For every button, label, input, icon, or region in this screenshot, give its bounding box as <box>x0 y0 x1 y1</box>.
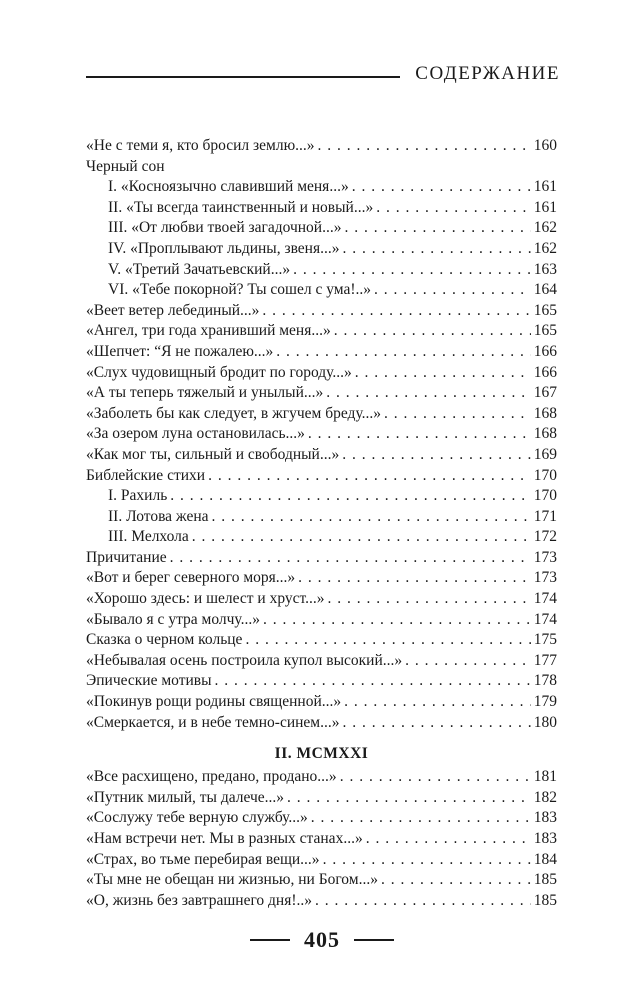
toc-entry <box>86 321 557 342</box>
toc-entry-title: «Ты мне не обещан ни жизнью, ни Богом...» <box>86 871 378 889</box>
toc-entry-title: «А ты теперь тяжелый и унылый...» <box>86 384 324 402</box>
page-footer <box>0 920 644 960</box>
toc-entry-page: 179 <box>533 693 557 711</box>
toc-entry <box>86 767 557 788</box>
toc-leader-dots <box>355 363 531 384</box>
toc-leader-dots <box>328 589 531 610</box>
toc-entry-page: 165 <box>533 301 557 319</box>
toc-entry-page: 172 <box>533 528 557 546</box>
toc-entry <box>86 383 557 404</box>
toc-entry-page: 174 <box>533 590 557 608</box>
toc-leader-dots <box>276 342 530 363</box>
toc-entry-title: «Покинув рощи родины священной...» <box>86 693 342 711</box>
toc-entry-title: «За озером луна остановилась...» <box>86 425 305 443</box>
toc-entry-title: «Не с теми я, кто бросил землю...» <box>86 137 315 154</box>
toc-entry <box>86 891 557 912</box>
toc-entry-page: 185 <box>533 871 557 889</box>
toc-entry-page: 169 <box>533 445 557 463</box>
toc-entry <box>86 157 557 178</box>
toc-leader-dots <box>323 850 531 871</box>
toc-entry <box>86 527 557 548</box>
toc-entry-title: «Хорошо здесь: и шелест и хруст...» <box>86 590 325 608</box>
toc-entry-page: 162 <box>533 219 557 237</box>
toc-entry-title: «Шепчет: “Я не пожалею...» <box>86 342 274 360</box>
toc-leader-dots <box>263 610 531 631</box>
toc-leader-dots <box>376 198 531 219</box>
toc-entry <box>86 363 557 384</box>
toc-entry-title: «Нам встречи нет. Мы в разных станах...» <box>86 830 363 847</box>
toc-entry-page: 182 <box>533 788 557 806</box>
toc-entry-title: «Путник милый, ты далече...» <box>86 788 285 806</box>
toc-list-part-2 <box>86 767 557 911</box>
toc-entry-title: III. Мелхола <box>108 528 189 546</box>
page-number: 405 <box>304 927 340 952</box>
toc-leader-dots <box>212 507 531 528</box>
toc-entry-title: «Смеркается, и в небе темно-синем...» <box>86 713 340 731</box>
toc-leader-dots <box>326 383 530 404</box>
toc-entry-page: 165 <box>533 322 557 340</box>
toc-leader-dots <box>352 177 531 198</box>
toc-leader-dots <box>215 671 531 692</box>
toc-entry-page: 173 <box>533 548 557 566</box>
toc-entry-title: «Заболеть бы как следует, в жгучем бреду...» <box>86 404 382 422</box>
toc-leader-dots <box>315 891 531 912</box>
toc-list-part-1 <box>86 136 557 733</box>
toc-entry-page: 180 <box>533 713 557 731</box>
toc-entry-page: 183 <box>533 809 557 827</box>
header-title: СОДЕРЖАНИЕ <box>415 63 560 84</box>
toc-entry <box>86 404 557 425</box>
toc-entry <box>86 342 557 363</box>
toc-leader-dots <box>311 808 531 829</box>
toc-entry <box>86 548 557 569</box>
toc-leader-dots <box>342 445 531 466</box>
toc-entry-title: Причитание <box>86 548 167 566</box>
toc-entry-title: «Ангел, три года хранивший меня...» <box>86 322 331 340</box>
toc-leader-dots <box>334 321 531 342</box>
toc-entry-page: 166 <box>533 363 557 381</box>
toc-entry-page: 174 <box>533 610 557 628</box>
toc-entry <box>86 808 557 829</box>
running-header <box>86 60 560 90</box>
toc-entry-title: III. «От любви твоей загадочной...» <box>108 219 342 237</box>
toc-entry-title: IV. «Проплывают льдины, звеня...» <box>108 239 340 257</box>
toc-leader-dots <box>342 713 530 734</box>
toc-entry-title: Сказка о черном кольце <box>86 631 243 649</box>
toc-entry-title: VI. «Тебе покорной? Ты сошел с ума!..» <box>108 281 372 299</box>
toc-entry-title: Эпические мотивы <box>86 672 212 690</box>
toc-leader-dots <box>405 651 531 672</box>
toc-entry-page: 164 <box>533 281 557 299</box>
toc-entry-page: 167 <box>533 384 557 402</box>
toc-entry-title: II. «Ты всегда таинственный и новый...» <box>108 198 374 216</box>
toc-entry <box>86 198 557 219</box>
toc-entry <box>86 788 557 809</box>
toc-entry <box>86 568 557 589</box>
toc-leader-dots <box>170 548 531 569</box>
toc-entry <box>86 630 557 651</box>
toc-entry-title: «Как мог ты, сильный и свободный...» <box>86 445 340 463</box>
toc-entry <box>86 692 557 713</box>
header-rule <box>86 76 400 78</box>
toc-entry-page: 171 <box>533 507 557 525</box>
toc-entry <box>86 136 557 157</box>
toc-entry-title: I. Рахиль <box>108 487 168 505</box>
toc-entry <box>86 507 557 528</box>
toc-entry <box>86 870 557 891</box>
toc-leader-dots <box>170 486 530 507</box>
toc-leader-dots <box>374 280 531 301</box>
toc-entry-page: 162 <box>533 239 557 257</box>
toc-entry <box>86 610 557 631</box>
toc-entry-page: 181 <box>533 768 557 786</box>
footer-rule-left <box>250 939 290 941</box>
toc-leader-dots <box>344 218 530 239</box>
toc-entry-title: «О, жизнь без завтрашнего дня!..» <box>86 891 313 909</box>
toc-entry-title: Черный сон <box>86 157 165 175</box>
toc-entry <box>86 466 557 487</box>
toc-entry-page: 183 <box>533 830 557 847</box>
toc-leader-dots <box>384 404 531 425</box>
toc-entry-title: V. «Третий Зачатьевский...» <box>108 260 291 278</box>
toc-entry-title: I. «Косноязычно славивший меня...» <box>108 178 349 196</box>
toc-entry-page: 166 <box>533 342 557 360</box>
toc-entry-page: 163 <box>533 260 557 278</box>
toc-leader-dots <box>340 767 531 788</box>
toc-entry <box>86 651 557 672</box>
table-of-contents <box>86 136 557 911</box>
toc-leader-dots <box>366 829 531 850</box>
toc-entry <box>86 486 557 507</box>
toc-entry <box>86 850 557 871</box>
toc-entry <box>86 445 557 466</box>
toc-leader-dots <box>287 788 531 809</box>
toc-entry-title: «Страх, во тьме перебирая вещи...» <box>86 850 320 868</box>
toc-leader-dots <box>381 870 531 891</box>
toc-entry <box>86 713 557 734</box>
toc-leader-dots <box>298 568 531 589</box>
toc-entry-title: Библейские стихи <box>86 466 206 484</box>
toc-entry <box>86 218 557 239</box>
toc-entry-page: 161 <box>533 178 557 196</box>
toc-leader-dots <box>308 424 531 445</box>
toc-entry-title: «Небывалая осень построила купол высокий...» <box>86 651 403 669</box>
toc-entry-title: «Сослужу тебе верную службу...» <box>86 809 308 827</box>
toc-leader-dots <box>293 260 531 281</box>
toc-entry-title: II. Лотова жена <box>108 507 209 525</box>
toc-entry-page: 168 <box>533 404 557 422</box>
toc-entry-page: 161 <box>533 198 557 216</box>
toc-entry <box>86 589 557 610</box>
toc-entry-page: 170 <box>533 466 557 484</box>
toc-entry <box>86 260 557 281</box>
toc-entry <box>86 829 557 850</box>
toc-entry-page: 175 <box>533 631 557 649</box>
toc-entry-title: «Слух чудовищный бродит по городу...» <box>86 363 352 381</box>
toc-entry <box>86 424 557 445</box>
toc-leader-dots <box>208 466 531 487</box>
toc-entry <box>86 301 557 322</box>
toc-entry-page: 160 <box>533 137 557 154</box>
toc-leader-dots <box>192 527 531 548</box>
toc-entry-page: 168 <box>533 425 557 443</box>
toc-leader-dots <box>262 301 530 322</box>
toc-leader-dots <box>344 692 531 713</box>
toc-leader-dots <box>343 239 531 260</box>
section-heading: II. MCMXXI <box>274 745 369 763</box>
toc-entry-page: 177 <box>533 651 557 669</box>
toc-entry-page: 184 <box>533 850 557 868</box>
toc-entry-title: «Вот и берег северного моря...» <box>86 569 296 587</box>
toc-entry-page: 185 <box>533 891 557 909</box>
toc-entry-title: «Все расхищено, предано, продано...» <box>86 768 337 786</box>
footer-rule-right <box>354 939 394 941</box>
toc-leader-dots <box>318 136 531 157</box>
toc-entry <box>86 671 557 692</box>
toc-entry-title: «Веет ветер лебединый...» <box>86 301 260 319</box>
toc-entry-title: «Бывало я с утра молчу...» <box>86 610 260 628</box>
toc-entry-page: 173 <box>533 569 557 587</box>
toc-entry-page: 178 <box>533 672 557 690</box>
toc-leader-dots <box>245 630 530 651</box>
toc-entry-page: 170 <box>533 487 557 505</box>
toc-entry <box>86 177 557 198</box>
toc-entry <box>86 280 557 301</box>
toc-entry <box>86 239 557 260</box>
